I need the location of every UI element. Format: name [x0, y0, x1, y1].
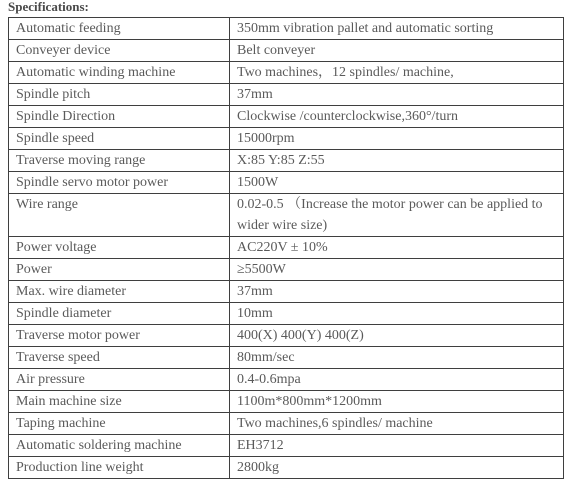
spec-value: 37mm: [230, 281, 564, 303]
spec-label: Spindle servo motor power: [9, 172, 230, 194]
spec-label: Traverse speed: [9, 347, 230, 369]
table-row: [9, 413, 564, 435]
table-row: [9, 237, 564, 259]
table-row: [9, 259, 564, 281]
table-row: [9, 40, 564, 62]
spec-label: Main machine size: [9, 391, 230, 413]
spec-value: 1500W: [230, 172, 564, 194]
spec-label: Spindle speed: [9, 128, 230, 150]
table-row: [9, 106, 564, 128]
spec-label: Automatic feeding: [9, 18, 230, 40]
table-row: [9, 325, 564, 347]
spec-value: Clockwise /counterclockwise,360°/turn: [230, 106, 564, 128]
table-row: [9, 172, 564, 194]
table-row: [9, 194, 564, 237]
spec-value: 1100m*800mm*1200mm: [230, 391, 564, 413]
table-row: [9, 128, 564, 150]
spec-value: Two machines,6 spindles/ machine: [230, 413, 564, 435]
spec-value: 37mm: [230, 84, 564, 106]
spec-label: Conveyer device: [9, 40, 230, 62]
table-row: [9, 435, 564, 457]
spec-value: 0.02-0.5 （Increase the motor power can be applied to wider wire size): [230, 194, 564, 237]
spec-label: Traverse moving range: [9, 150, 230, 172]
table-row: [9, 62, 564, 84]
spec-label: Spindle pitch: [9, 84, 230, 106]
spec-value: 80mm/sec: [230, 347, 564, 369]
spec-label: Spindle Direction: [9, 106, 230, 128]
table-row: [9, 84, 564, 106]
spec-label: Production line weight: [9, 457, 230, 479]
spec-value: ≥5500W: [230, 259, 564, 281]
spec-label: Automatic winding machine: [9, 62, 230, 84]
spec-label: Wire range: [9, 194, 230, 237]
spec-label: Power: [9, 259, 230, 281]
spec-value: 350mm vibration pallet and automatic sorting: [230, 18, 564, 40]
spec-label: Max. wire diameter: [9, 281, 230, 303]
table-row: [9, 347, 564, 369]
spec-label: Power voltage: [9, 237, 230, 259]
spec-value: EH3712: [230, 435, 564, 457]
specifications-table: [8, 17, 564, 479]
table-row: [9, 457, 564, 479]
spec-label: Air pressure: [9, 369, 230, 391]
spec-value: Belt conveyer: [230, 40, 564, 62]
table-row: [9, 369, 564, 391]
spec-label: Spindle diameter: [9, 303, 230, 325]
spec-value: X:85 Y:85 Z:55: [230, 150, 564, 172]
spec-label: Traverse motor power: [9, 325, 230, 347]
spec-value: Two machines，12 spindles/ machine,: [230, 62, 564, 84]
table-row: [9, 303, 564, 325]
spec-label: Taping machine: [9, 413, 230, 435]
spec-value: AC220V ± 10%: [230, 237, 564, 259]
spec-value: 10mm: [230, 303, 564, 325]
table-row: [9, 391, 564, 413]
spec-value: 0.4-0.6mpa: [230, 369, 564, 391]
spec-value: 15000rpm: [230, 128, 564, 150]
table-row: [9, 281, 564, 303]
spec-label: Automatic soldering machine: [9, 435, 230, 457]
spec-value: 2800kg: [230, 457, 564, 479]
table-row: [9, 18, 564, 40]
table-row: [9, 150, 564, 172]
specifications-heading: Specifications:: [8, 0, 89, 14]
spec-value: 400(X) 400(Y) 400(Z): [230, 325, 564, 347]
